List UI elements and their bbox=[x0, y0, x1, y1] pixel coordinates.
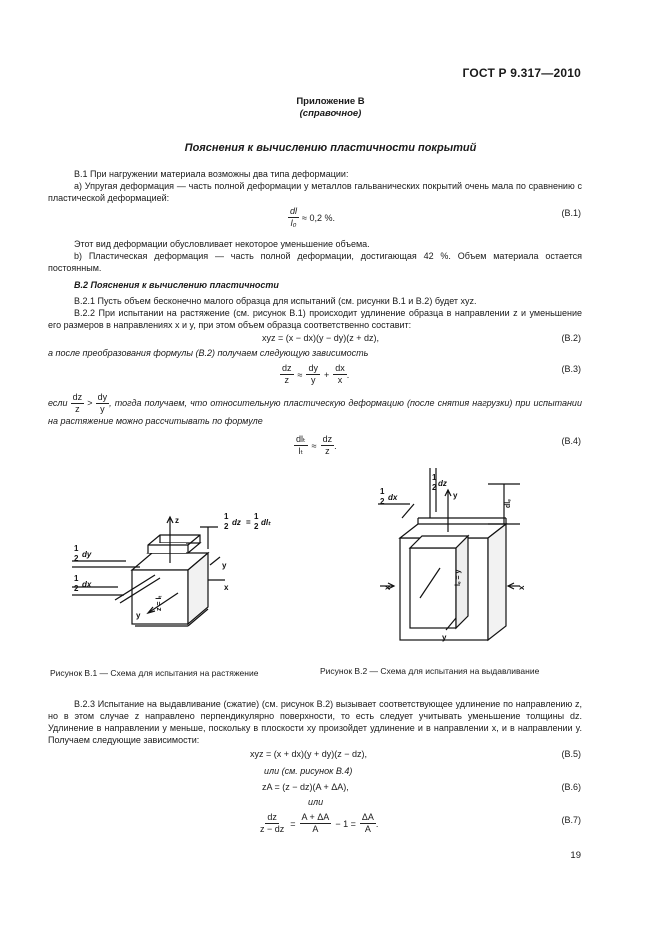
equation-number-b2: (В.2) bbox=[561, 333, 581, 343]
fig1-axis-z: z bbox=[175, 516, 179, 525]
fig2-axis-y-bottom: y bbox=[442, 633, 447, 642]
fig1-half-den-3: 2 bbox=[74, 554, 79, 563]
fig2-axis-x-left: x bbox=[383, 585, 392, 590]
fig1-axis-y-front: y bbox=[136, 611, 141, 620]
fig1-axis-x: x bbox=[224, 583, 229, 592]
standard-number: ГОСТ Р 9.317—2010 bbox=[462, 66, 581, 80]
equation-b5: xyz = (x + dx)(y + dy)(z − dz), bbox=[250, 749, 368, 759]
fig2-dx-label: dx bbox=[388, 493, 398, 502]
fig2-axis-x-right: x bbox=[517, 585, 526, 590]
fig2-axis-y: y bbox=[453, 491, 458, 500]
para-b1-intro: В.1 При нагружении материала возможны два типа деформации: bbox=[74, 169, 349, 179]
equation-number-b7: (В.7) bbox=[561, 815, 581, 825]
para-b1-after: Этот вид деформации обусловливает некоторое уменьшение объема. bbox=[74, 239, 370, 249]
fig1-dy-label: dy bbox=[82, 550, 92, 559]
equation-b6: zA = (z − dz)(A + ΔA), bbox=[262, 782, 349, 792]
fig1-dl-label: dlₜ bbox=[261, 518, 271, 527]
para-b22-after: а после преобразования формулы (В.2) получаем следующую зависимость bbox=[48, 348, 369, 358]
fig2-half-den-2: 2 bbox=[432, 483, 437, 492]
fig1-half-den-4: 2 bbox=[74, 584, 79, 593]
section-heading: Пояснения к вычислению пластичности покрытий bbox=[184, 142, 477, 154]
fig2-half-den-1: 2 bbox=[380, 497, 385, 506]
equation-number-b4: (В.4) bbox=[561, 436, 581, 446]
fig2-half-num-1: 1 bbox=[380, 487, 385, 496]
equation-b3: $\frac{dz}{z}$ ≈ $\frac{dy}{y}$ + $\frac{dx}{x}$ . bbox=[282, 363, 350, 385]
para-b22: В.2.2 При испытании на растяжение (см. рисунок В.1) происходит удлинение образца в направлении z и уменьшение его размеров в направлениях x и y, при этом объем образца соответственно составит: bbox=[48, 308, 582, 330]
fig1-half-num-2: 1 bbox=[254, 512, 259, 521]
fig1-half-num-3: 1 bbox=[74, 544, 79, 553]
figure-b2-extrusion-diagram bbox=[370, 468, 530, 653]
text-or: или bbox=[308, 797, 324, 807]
fig1-eq-sign: = bbox=[246, 518, 251, 527]
fig1-axis-y: y bbox=[222, 561, 227, 570]
para-b1-b: b) Пластическая деформация — часть полной деформации, достигающая 42 %. Объем материала остается постоянным. bbox=[48, 251, 582, 273]
equation-number-b6: (В.6) bbox=[561, 782, 581, 792]
equation-b1: $\frac{dl}{\text{l₀}}$ ≈ 0,2 %. bbox=[290, 206, 335, 228]
equation-number-b3: (В.3) bbox=[561, 364, 581, 374]
equation-b4: $\frac{\text{dlₜ}}{\text{lₜ}}$ ≈ $\frac{dz}{z}$ . bbox=[296, 434, 337, 456]
text-or-see-figure: или (см. рисунок В.4) bbox=[264, 766, 353, 776]
figure-b1-tension-diagram bbox=[60, 505, 300, 655]
para-b22-condition: если $\frac{dz}{z}$ > $\frac{dy}{y}$ , тогда получаем, что относительную пластическую деформацию (после снятия нагрузки) при испытании на растяжение можно рассчитывать по формуле bbox=[48, 392, 582, 426]
appendix-subtitle: (справочное) bbox=[299, 108, 362, 119]
fig2-half-num-2: 1 bbox=[432, 473, 437, 482]
fig1-dx-label: dx bbox=[82, 580, 92, 589]
equation-number-b1: (В.1) bbox=[561, 208, 581, 218]
para-b1-a: a) Упругая деформация — часть полной деформации у металлов гальванических покрытий очень мала по сравнению с пластической деформацией: bbox=[48, 181, 582, 203]
fig2-dz-label: dz bbox=[438, 479, 447, 488]
appendix-title: Приложение В bbox=[296, 96, 365, 107]
figure-b2-caption: Рисунок В.2 — Схема для испытания на выдавливание bbox=[320, 666, 540, 676]
equation-b7: $\frac{dz}{z - dz}$ = $\frac{A + \Delta A}{A}$ − 1 = $\frac{\Delta A}{A}$ . bbox=[260, 812, 379, 834]
fig1-dz-label: dz bbox=[232, 518, 241, 527]
para-b21: В.2.1 Пусть объем бесконечно малого образца для испытаний (см. рисунки В.1 и В.2) будет xyz. bbox=[74, 296, 477, 306]
fig1-half-num-4: 1 bbox=[74, 574, 79, 583]
fig1-half-num-1: 1 bbox=[224, 512, 229, 521]
page-number: 19 bbox=[570, 850, 581, 861]
figure-b1-caption: Рисунок В.1 — Схема для испытания на растяжение bbox=[50, 668, 259, 678]
subheading-b2: В.2 Пояснения к вычислению пластичности bbox=[74, 280, 279, 290]
equation-b2: xyz = (x − dx)(y − dy)(z + dz), bbox=[262, 333, 380, 343]
para-b23: В.2.3 Испытание на выдавливание (сжатие) (см. рисунок В.2) вызывает соответствующее удлинение по направлению z, но в этом случае z направлено перпендикулярно поверхности, то есть следует учитывать уменьшение толщины dz. Удлинение в направлении y меньше, поскольку в плоскости xy произойдет удлинение и в направлении x, и в направлении y. Получаем следующие зависимости: bbox=[48, 699, 582, 745]
fig2-le-label: lₑ = y bbox=[455, 569, 462, 586]
fig1-side-z-label: z = lₜ bbox=[156, 595, 163, 611]
fig1-half-den-1: 2 bbox=[224, 522, 229, 531]
fig1-half-den-2: 2 bbox=[254, 522, 259, 531]
equation-number-b5: (В.5) bbox=[561, 749, 581, 759]
fig2-dle-label: dlₑ bbox=[505, 499, 512, 508]
